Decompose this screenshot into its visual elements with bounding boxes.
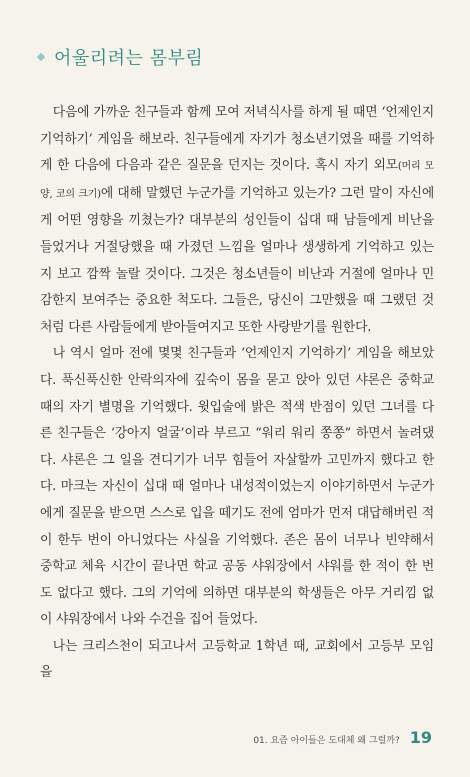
paragraph-1-text-a: 다음에 가까운 친구들과 함께 모여 저녁식사를 하게 될 때면 ‘언제인지 기억하기’ 게임을 해보라. 친구들에게 자기가 청소년기였을 때를 기억하게 한 다음에 다음과 같은 질문을 던지는 것이다. 혹시 자기 외모 [40,105,434,174]
paragraph-2 [40,341,434,634]
paragraph-1-parenthetical: (머리 모양, 코의 크기) [40,161,434,200]
paragraph-3 [40,634,434,687]
paragraph-3-text: 나는 크리스천이 되고나서 고등학교 1학년 때, 교회에서 고등부 모임을 [40,638,434,681]
page-footer [253,728,432,747]
paragraph-1-text-b: 에 대해 말했던 누군가를 기억하고 있는가? 그런 말이 자신에게 어떤 영향을 끼쳤는가? 대부분의 성인들이 십대 때 남들에게 비난을 들었거나 거절당했을 때 가졌던 느낌을 얼마나 생생하게 기억하고 있는지 보고 깜짝 놀랄 것이다. 그것은 청소년들이 비난과 거절에 얼마나 민감한지 보여주는 중요한 척도다. 그들은, 당신이 그만했을 때 그랬던 것처럼 다른 사람들에게 받아들여지고 또한 사랑받기를 원한다. [40,185,434,335]
paragraph-2-text: 나 역시 얼마 전에 몇몇 친구들과 ‘언제인지 기억하기’ 게임을 해보았다. 푹신푹신한 안락의자에 깊숙이 몸을 묻고 앉아 있던 샤론은 중학교 때의 자기 별명을 기억했다. 윗입술에 밝은 적색 반점이 있던 그녀를 다른 친구들은 ‘강아지 얼굴’이라 부르고 “워리 워리 쫑쫑” 하면서 놀려댔다. 샤론은 그 일을 견디기가 너무 힘들어 자살할까 고민까지 했다고 한다. 마크는 자신이 십대 때 얼마나 내성적이었는지 이야기하면서 누군가에게 질문을 받으면 스스로 입을 떼기도 전에 엄마가 먼저 대답해버린 적이 한두 번이 아니었다는 사실을 기억했다. 존은 몸이 너무나 빈약해서 중학교 체육 시간이 끝나면 학교 공동 샤워장에서 샤워를 한 적이 한 번도 없다고 했다. 그의 기억에 의하면 대부분의 학생들은 아무 거리낌 없이 샤워장에서 나와 수건을 집어 들었다. [40,346,434,628]
section-heading [38,44,203,70]
running-chapter-title: 01. 요즘 아이들은 도대체 왜 그럴까? [253,736,400,746]
section-title: 어울리려는 몸부림 [54,48,204,69]
title-bullet-icon [37,53,45,61]
paragraph-1 [40,100,434,341]
page-number: 19 [409,728,432,747]
body-text [40,100,434,687]
